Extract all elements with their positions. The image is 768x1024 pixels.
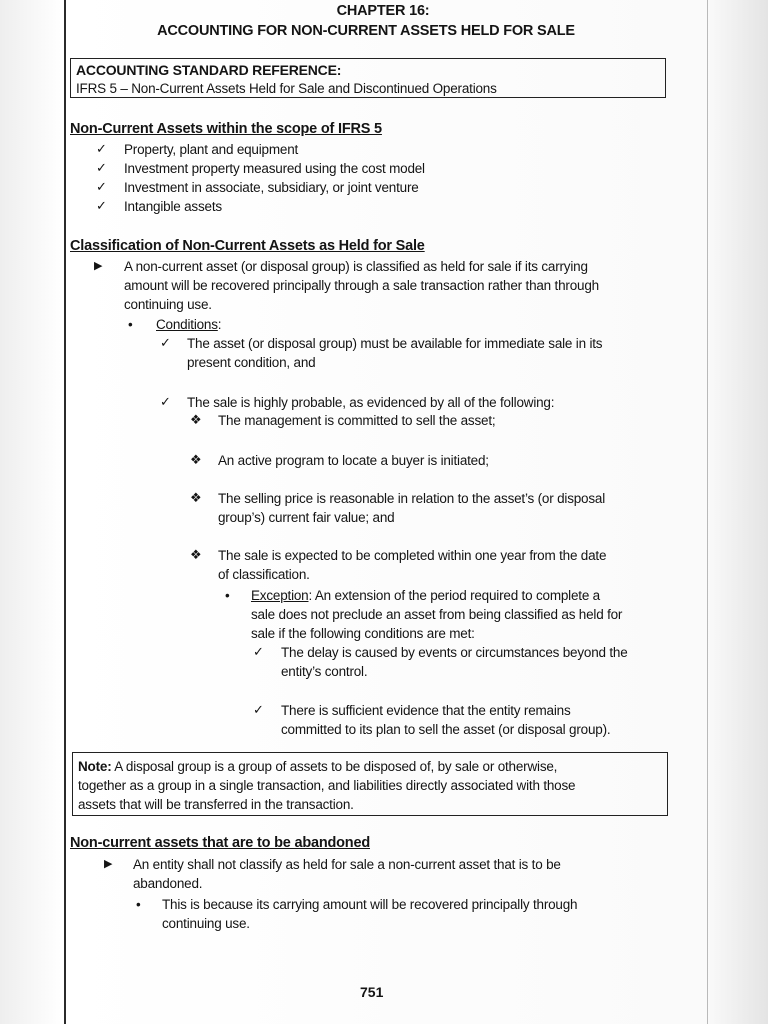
sufficient-evidence-line: There is sufficient evidence that the entity remains xyxy=(281,703,571,718)
check-mark-icon: ✓ xyxy=(253,644,264,659)
check-mark-icon: ✓ xyxy=(160,335,171,350)
selling-price-line: The selling price is reasonable in relation to the asset’s (or disposal xyxy=(218,491,606,506)
condition-1-line: present condition, and xyxy=(187,355,316,370)
check-mark-icon: ✓ xyxy=(96,141,107,156)
scope-item: Investment in associate, subsidiary, or joint venture xyxy=(124,180,419,195)
note-label: Note: xyxy=(78,759,112,774)
delay-line: entity’s control. xyxy=(281,664,368,679)
exception-line: sale if the following conditions are met: xyxy=(251,626,475,641)
scope-item: Investment property measured using the cost model xyxy=(124,161,425,176)
scope-heading: Non-Current Assets within the scope of IFRS 5 xyxy=(70,121,382,137)
classification-heading: Classification of Non-Current Assets as Held for Sale xyxy=(70,238,425,254)
diamond-bullet-icon: ❖ xyxy=(190,547,202,562)
diamond-bullet-icon: ❖ xyxy=(190,490,202,505)
round-bullet-icon: • xyxy=(136,897,141,912)
check-mark-icon: ✓ xyxy=(96,179,107,194)
evidence-item: An active program to locate a buyer is initiated; xyxy=(218,453,489,468)
page-binding-line xyxy=(64,0,66,1024)
check-mark-icon: ✓ xyxy=(96,198,107,213)
expected-completion-line: The sale is expected to be completed within one year from the date xyxy=(218,548,607,563)
scope-item: Intangible assets xyxy=(124,199,222,214)
triangle-arrow-icon: ▶ xyxy=(94,260,103,272)
conditions-row: Conditions: xyxy=(156,317,222,332)
condition-1-line: The asset (or disposal group) must be available for immediate sale in its xyxy=(187,336,603,351)
check-mark-icon: ✓ xyxy=(160,394,171,409)
exception-label: Exception xyxy=(251,588,309,603)
diamond-bullet-icon: ❖ xyxy=(190,412,202,427)
evidence-item: The management is committed to sell the asset; xyxy=(218,413,496,428)
triangle-arrow-icon: ▶ xyxy=(104,858,113,870)
selling-price-line: group’s) current fair value; and xyxy=(218,510,395,525)
classification-intro-line: A non-current asset (or disposal group) is classified as held for sale if its carrying xyxy=(124,259,588,274)
page-edge-line xyxy=(707,0,708,1024)
conditions-label: Conditions xyxy=(156,317,218,332)
classification-intro-line: amount will be recovered principally through a sale transaction rather than through xyxy=(124,278,599,293)
abandoned-reason-line: This is because its carrying amount will be recovered principally through xyxy=(162,897,578,912)
exception-line-1 xyxy=(251,586,600,605)
condition-2-text: The sale is highly probable, as evidenced by all of the following: xyxy=(187,395,555,410)
abandoned-point-line: An entity shall not classify as held for sale a non-current asset that is to be xyxy=(133,857,561,872)
page-number: 751 xyxy=(360,984,384,1000)
note-line: assets that will be transferred in the transaction. xyxy=(78,797,354,812)
note-text: A disposal group is a group of assets to be disposed of, by sale or otherwise, xyxy=(111,759,558,774)
standard-reference-text: IFRS 5 – Non-Current Assets Held for Sale and Discontinued Operations xyxy=(76,81,497,96)
exception-line: sale does not preclude an asset from being classified as held for xyxy=(251,607,623,622)
check-mark-icon: ✓ xyxy=(96,160,107,175)
exception-text: : An extension of the period required to complete a xyxy=(308,588,600,603)
abandoned-point-line: abandoned. xyxy=(133,876,203,891)
abandoned-reason-line: continuing use. xyxy=(162,916,250,931)
diamond-bullet-icon: ❖ xyxy=(190,452,202,467)
classification-intro-line: continuing use. xyxy=(124,297,212,312)
note-line-1 xyxy=(78,757,557,776)
round-bullet-icon: • xyxy=(225,588,230,603)
standard-reference-heading: ACCOUNTING STANDARD REFERENCE: xyxy=(76,62,342,78)
delay-line: The delay is caused by events or circumstances beyond the xyxy=(281,645,628,660)
expected-completion-line: of classification. xyxy=(218,567,310,582)
check-mark-icon: ✓ xyxy=(253,702,264,717)
scope-item: Property, plant and equipment xyxy=(124,142,299,157)
chapter-title: ACCOUNTING FOR NON-CURRENT ASSETS HELD FOR SALE xyxy=(157,23,575,39)
chapter-number: CHAPTER 16: xyxy=(336,3,430,19)
sufficient-evidence-line: committed to its plan to sell the asset (or disposal group). xyxy=(281,722,611,737)
round-bullet-icon: • xyxy=(128,317,133,332)
note-line: together as a group in a single transaction, and liabilities directly associated with those xyxy=(78,778,576,793)
abandoned-heading: Non-current assets that are to be abandoned xyxy=(70,835,370,851)
